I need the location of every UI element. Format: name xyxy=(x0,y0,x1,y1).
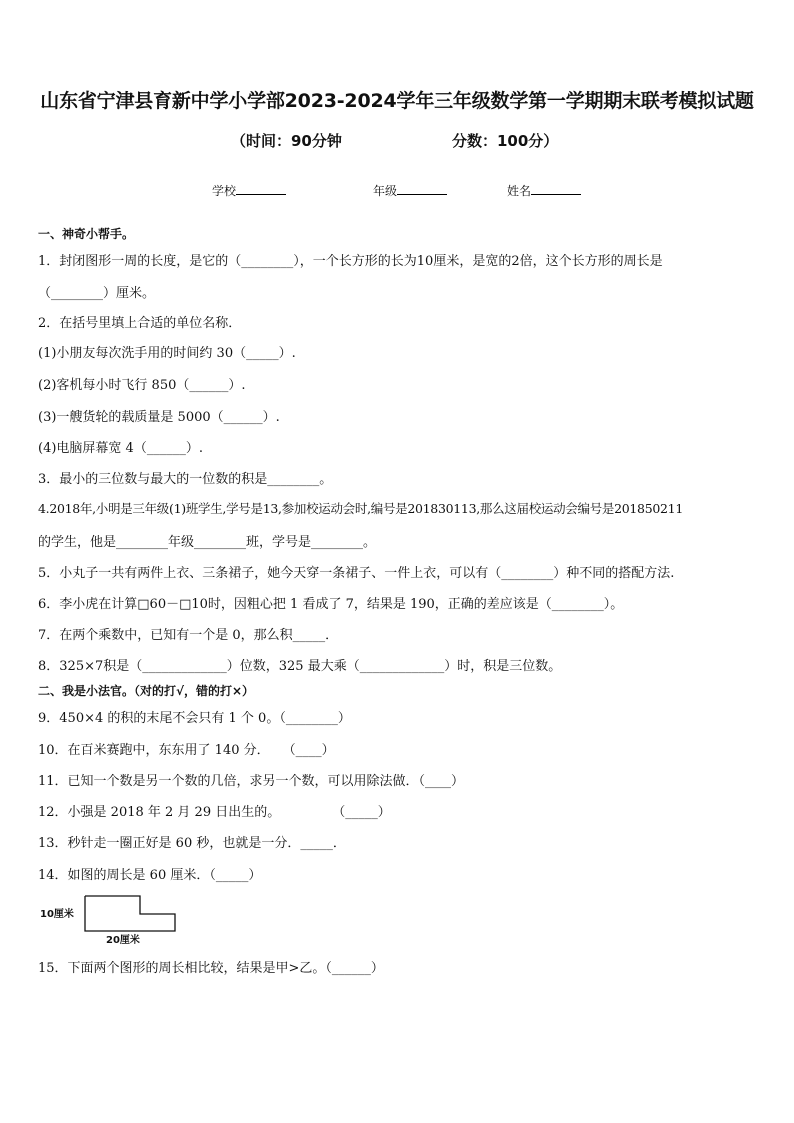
grade-blank[interactable] xyxy=(397,182,447,195)
question-2-3: (3)一艘货轮的载质量是 5000（______）. xyxy=(38,410,280,425)
name-label: 姓名 xyxy=(507,184,532,198)
exam-time: （时间：90分钟 xyxy=(231,132,342,150)
question-11: 11．已知一个数是另一个数的几倍，求另一个数，可以用除法做．（____） xyxy=(38,774,465,789)
name-blank[interactable] xyxy=(531,182,581,195)
question-1-line-2: （________）厘米。 xyxy=(38,286,156,301)
question-6: 6．李小虎在计算□60－□10时，因粗心把 1 看成了 7，结果是 190，正确的差应该是（________）。 xyxy=(38,597,624,612)
question-8: 8．325×7积是（_____________）位数，325 最大乘（_____________）时，积是三位数。 xyxy=(38,659,562,674)
grade-label: 年级 xyxy=(373,184,398,198)
figure-left-label: 10厘米 xyxy=(40,909,74,920)
exam-score: 分数：100分） xyxy=(452,132,559,150)
section-heading-2: 二、我是小法官。（对的打√，错的打×） xyxy=(38,684,255,698)
question-2-2: (2)客机每小时飞行 850（______）. xyxy=(38,378,246,393)
question-15: 15．下面两个图形的周长相比较，结果是甲>乙。（______） xyxy=(38,961,384,976)
section-heading-1: 一、神奇小帮手。 xyxy=(38,227,135,241)
school-label: 学校 xyxy=(212,184,237,198)
question-4-line-1: 4.2018年,小明是三年级(1)班学生,学号是13,参加校运动会时,编号是201830113,那么这届校运动会编号是201850211 xyxy=(38,501,683,516)
question-2-1: (1)小朋友每次洗手用的时间约 30（_____）. xyxy=(38,346,296,361)
step-shape-outline xyxy=(85,896,175,931)
school-blank[interactable] xyxy=(236,182,286,195)
grade-field xyxy=(373,182,447,199)
question-10: 10．在百米赛跑中，东东用了 140 分． （____） xyxy=(38,743,335,758)
school-field xyxy=(212,182,286,199)
question-12: 12．小强是 2018 年 2 月 29 日出生的。 （_____） xyxy=(38,805,391,820)
question-2: 2．在括号里填上合适的单位名称． xyxy=(38,316,242,331)
question-14: 14．如图的周长是 60 厘米．（_____） xyxy=(38,868,262,883)
name-field xyxy=(507,182,581,199)
question-1-line-1: 1．封闭图形一周的长度，是它的（________），一个长方形的长为10厘米，是宽的2倍，这个长方形的周长是 xyxy=(38,254,663,269)
question-3: 3．最小的三位数与最大的一位数的积是________。 xyxy=(38,472,333,487)
question-7: 7．在两个乘数中，已知有一个是 0，那么积_____． xyxy=(38,628,339,643)
question-13: 13．秒针走一圈正好是 60 秒，也就是一分．_____． xyxy=(38,836,346,851)
question-9: 9．450×4 的积的末尾不会只有 1 个 0。（________） xyxy=(38,711,351,726)
question-4-line-2: 的学生，他是________年级________班，学号是________。 xyxy=(38,535,377,550)
page-title: 山东省宁津县育新中学小学部2023-2024学年三年级数学第一学期期末联考模拟试题 xyxy=(40,90,754,112)
figure-bottom-label: 20厘米 xyxy=(106,935,140,946)
question-5: 5．小丸子一共有两件上衣、三条裙子，她今天穿一条裙子、一件上衣，可以有（________）种不同的搭配方法. xyxy=(38,566,675,581)
perimeter-figure xyxy=(38,892,188,947)
question-2-4: (4)电脑屏幕宽 4（______）. xyxy=(38,441,203,456)
